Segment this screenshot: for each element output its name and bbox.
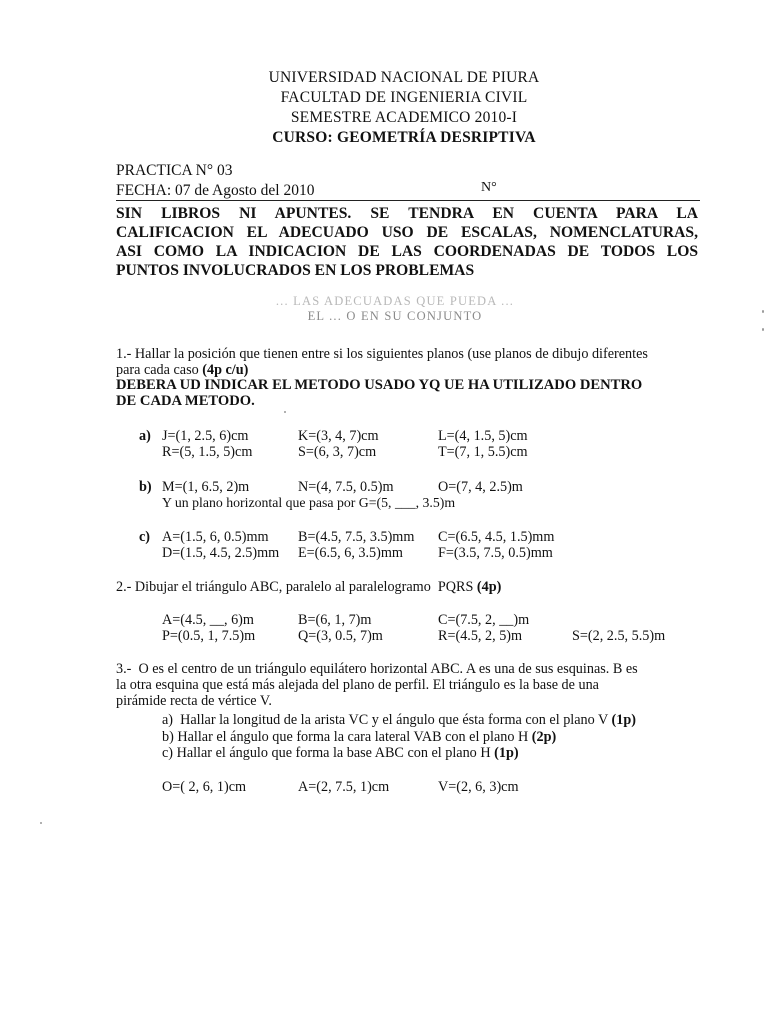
coord-f: F=(3.5, 7.5, 0.5)mm: [438, 545, 553, 561]
scan-speck: [762, 310, 764, 313]
coord-m: M=(1, 6.5, 2)m: [162, 479, 250, 495]
problem3-b-text: b) Hallar el ángulo que forma la cara lateral VAB con el plano H: [162, 729, 532, 745]
problem1-intro-text: para cada caso: [116, 362, 203, 378]
problem3-line3: pirámide recta de vértice V.: [116, 693, 272, 709]
coord-2a: A=(4.5, __, 6)m: [162, 612, 254, 628]
notice-line: CALIFICACION EL ADECUADO USO DE ESCALAS, NOMENCLATURAS,: [116, 224, 698, 241]
coord-s: S=(6, 3, 7)cm: [298, 444, 377, 460]
coord-2p: P=(0.5, 1, 7.5)m: [162, 628, 256, 644]
item-c-label: c): [139, 529, 151, 545]
scan-speck: [40, 822, 42, 824]
item-b-label: b): [139, 479, 152, 495]
semester-label: SEMESTRE ACADEMICO 2010-I: [290, 109, 518, 126]
exam-notice: [116, 204, 698, 280]
coord-d: D=(1.5, 4.5, 2.5)mm: [162, 545, 280, 561]
problem3-item-c: [162, 745, 519, 762]
practice-number-label: N°: [481, 180, 497, 195]
problem2-text: 2.- Dibujar el triángulo ABC, paralelo al paralelogramo PQRS: [116, 579, 477, 595]
coord-k: K=(3, 4, 7)cm: [298, 428, 379, 444]
faded-line-2: EL ... O EN SU CONJUNTO: [307, 309, 483, 323]
coord-2q: Q=(3, 0.5, 7)m: [298, 628, 383, 644]
coord-j: J=(1, 2.5, 6)cm: [162, 428, 249, 444]
university-name: UNIVERSIDAD NACIONAL DE PIURA: [268, 69, 540, 86]
problem3-item-a: [162, 712, 636, 729]
coord-r: R=(5, 1.5, 5)cm: [162, 444, 253, 460]
notice-line: SIN LIBROS NI APUNTES. SE TENDRA EN CUENTA PARA LA: [116, 205, 698, 222]
coord-3o: O=( 2, 6, 1)cm: [162, 779, 247, 795]
notice-line: ASI COMO LA INDICACION DE LAS COORDENADAS DE TODOS LOS: [116, 243, 698, 260]
problem1-method-note-2: DE CADA METODO.: [116, 393, 255, 409]
coord-l: L=(4, 1.5, 5)cm: [438, 428, 528, 444]
problem2-intro: [116, 579, 501, 596]
coord-2b: B=(6, 1, 7)m: [298, 612, 372, 628]
problem3-line1: 3.- O es el centro de un triángulo equilátero horizontal ABC. A es una de sus esquinas. B es: [116, 661, 638, 677]
horizontal-plane-note: Y un plano horizontal que pasa por G=(5, ___, 3.5)m: [162, 495, 456, 510]
problem3-c-text: c) Hallar el ángulo que forma la base ABC con el plano H: [162, 745, 495, 761]
coord-3v: V=(2, 6, 3)cm: [438, 779, 519, 795]
scan-speck: [284, 411, 286, 413]
coord-o: O=(7, 4, 2.5)m: [438, 479, 523, 495]
practice-date: FECHA: 07 de Agosto del 2010: [116, 182, 315, 199]
problem3-b-points: (2p): [531, 729, 557, 745]
problem3-a-text: a) Hallar la longitud de la arista VC y el ángulo que ésta forma con el plano V: [162, 712, 612, 728]
problem1-intro: 1.- Hallar la posición que tienen entre si los siguientes planos (use planos de dibujo diferentes: [116, 346, 648, 362]
coord-e: E=(6.5, 6, 3.5)mm: [298, 545, 403, 561]
coord-2c: C=(7.5, 2, __)m: [438, 612, 530, 628]
coord-c: C=(6.5, 4.5, 1.5)mm: [438, 529, 555, 545]
problem3-item-b: [162, 729, 556, 746]
coord-a: A=(1.5, 6, 0.5)mm: [162, 529, 269, 545]
problem1-method-note: DEBERA UD INDICAR EL METODO USADO YQ UE HA UTILIZADO DENTRO: [116, 377, 643, 393]
coord-n: N=(4, 7.5, 0.5)m: [298, 479, 394, 495]
faded-text: [115, 294, 675, 324]
coord-3a: A=(2, 7.5, 1)cm: [298, 779, 390, 795]
coord-b: B=(4.5, 7.5, 3.5)mm: [298, 529, 415, 545]
faded-line-1: ... LAS ADECUADAS QUE PUEDA ...: [275, 294, 515, 308]
faculty-name: FACULTAD DE INGENIERIA CIVIL: [280, 89, 528, 106]
header-rule: [116, 200, 700, 201]
practice-title: PRACTICA N° 03: [116, 162, 233, 179]
problem3-a-points: (1p): [611, 712, 636, 728]
problem3-c-points: (1p): [494, 745, 519, 761]
coord-2r: R=(4.5, 2, 5)m: [438, 628, 523, 644]
problem1-points: (4p c/u): [202, 362, 249, 378]
coord-t: T=(7, 1, 5.5)cm: [438, 444, 528, 460]
notice-line: PUNTOS INVOLUCRADOS EN LOS PROBLEMAS: [116, 262, 475, 279]
scan-speck: [762, 328, 764, 331]
problem3-line2: la otra esquina que está más alejada del plano de perfil. El triángulo es la base de una: [116, 677, 599, 693]
course-title: CURSO: GEOMETRÍA DESRIPTIVA: [272, 129, 536, 146]
item-a-label: a): [139, 428, 151, 444]
coord-2s: S=(2, 2.5, 5.5)m: [572, 628, 666, 644]
problem2-points: (4p): [476, 579, 502, 595]
